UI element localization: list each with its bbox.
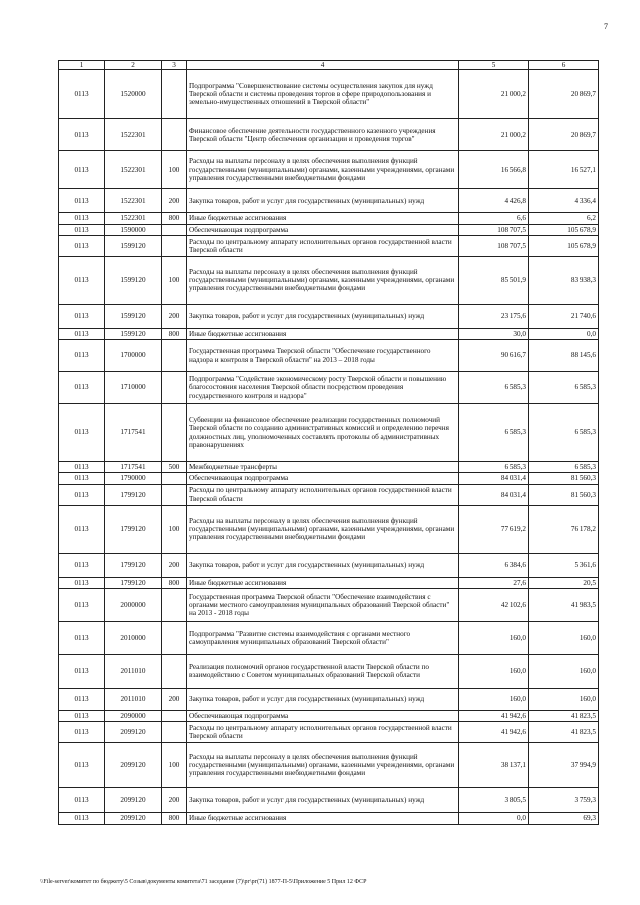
amount-planned-cell: 160,0 bbox=[459, 654, 529, 688]
table-row bbox=[59, 473, 599, 484]
expense-type-cell bbox=[162, 722, 187, 743]
function-code-cell: 0113 bbox=[59, 710, 105, 721]
table-row bbox=[59, 710, 599, 721]
expense-type-cell: 100 bbox=[162, 743, 187, 788]
expense-type-cell bbox=[162, 235, 187, 256]
table-row bbox=[59, 577, 599, 588]
item-name-cell: Расходы на выплаты персоналу в целях обеспечения выполнения функций государственными (муниципальными) органами, казенными учреждениями, органами управления государственными внебюджетными фондами bbox=[187, 256, 459, 304]
target-article-cell: 1522301 bbox=[105, 213, 162, 224]
budget-table bbox=[58, 60, 599, 825]
function-code-cell: 0113 bbox=[59, 505, 105, 553]
table-row bbox=[59, 813, 599, 824]
function-code-cell: 0113 bbox=[59, 813, 105, 824]
table-row bbox=[59, 484, 599, 505]
header-cell: 2 bbox=[105, 61, 162, 70]
expense-type-cell: 800 bbox=[162, 328, 187, 339]
amount-actual-cell: 41 983,5 bbox=[529, 588, 599, 621]
function-code-cell: 0113 bbox=[59, 256, 105, 304]
expense-type-cell bbox=[162, 473, 187, 484]
table-row bbox=[59, 654, 599, 688]
amount-planned-cell: 3 805,5 bbox=[459, 788, 529, 813]
amount-actual-cell: 81 560,3 bbox=[529, 484, 599, 505]
table-row bbox=[59, 304, 599, 328]
expense-type-cell bbox=[162, 404, 187, 462]
header-cell: 4 bbox=[187, 61, 459, 70]
function-code-cell: 0113 bbox=[59, 462, 105, 473]
target-article-cell: 1522301 bbox=[105, 189, 162, 213]
target-article-cell: 1522301 bbox=[105, 119, 162, 151]
item-name-cell: Обеспечивающая подпрограмма bbox=[187, 710, 459, 721]
table-row bbox=[59, 328, 599, 339]
amount-actual-cell: 160,0 bbox=[529, 688, 599, 710]
expense-type-cell bbox=[162, 621, 187, 654]
target-article-cell: 1710000 bbox=[105, 372, 162, 404]
amount-planned-cell: 21 000,2 bbox=[459, 119, 529, 151]
amount-planned-cell: 23 175,6 bbox=[459, 304, 529, 328]
function-code-cell: 0113 bbox=[59, 621, 105, 654]
function-code-cell: 0113 bbox=[59, 151, 105, 189]
target-article-cell: 2099120 bbox=[105, 722, 162, 743]
item-name-cell: Подпрограмма "Содействие экономическому росту Тверской области и повышению благосостояния населения Тверской области посредством проведения государственного контроля и надзора" bbox=[187, 372, 459, 404]
item-name-cell: Государственная программа Тверской области "Обеспечение государственного надзора и контроля в Тверской области" на 2013 – 2018 годы bbox=[187, 340, 459, 372]
expense-type-cell bbox=[162, 484, 187, 505]
expense-type-cell bbox=[162, 588, 187, 621]
table-row bbox=[59, 256, 599, 304]
amount-planned-cell: 6,6 bbox=[459, 213, 529, 224]
amount-actual-cell: 6,2 bbox=[529, 213, 599, 224]
function-code-cell: 0113 bbox=[59, 588, 105, 621]
amount-planned-cell: 42 102,6 bbox=[459, 588, 529, 621]
item-name-cell: Расходы по центральному аппарату исполнительных органов государственной власти Тверской области bbox=[187, 722, 459, 743]
item-name-cell: Государственная программа Тверской области "Обеспечение взаимодействия с органами местного самоуправления муниципальных образований Тверской области" на 2013 - 2018 годы bbox=[187, 588, 459, 621]
target-article-cell: 1799120 bbox=[105, 553, 162, 577]
target-article-cell: 2099120 bbox=[105, 813, 162, 824]
amount-planned-cell: 108 707,5 bbox=[459, 235, 529, 256]
target-article-cell: 2010000 bbox=[105, 621, 162, 654]
target-article-cell: 2000000 bbox=[105, 588, 162, 621]
function-code-cell: 0113 bbox=[59, 743, 105, 788]
expense-type-cell bbox=[162, 654, 187, 688]
amount-planned-cell: 38 137,1 bbox=[459, 743, 529, 788]
table-header-row bbox=[59, 61, 599, 70]
amount-actual-cell: 83 938,3 bbox=[529, 256, 599, 304]
table-row bbox=[59, 372, 599, 404]
amount-actual-cell: 76 178,2 bbox=[529, 505, 599, 553]
expense-type-cell: 100 bbox=[162, 256, 187, 304]
expense-type-cell: 200 bbox=[162, 553, 187, 577]
amount-actual-cell: 4 336,4 bbox=[529, 189, 599, 213]
amount-planned-cell: 6 585,3 bbox=[459, 372, 529, 404]
amount-actual-cell: 21 740,6 bbox=[529, 304, 599, 328]
amount-planned-cell: 41 942,6 bbox=[459, 710, 529, 721]
amount-actual-cell: 20 869,7 bbox=[529, 119, 599, 151]
header-cell: 3 bbox=[162, 61, 187, 70]
item-name-cell: Расходы по центральному аппарату исполнительных органов государственной власти Тверской области bbox=[187, 484, 459, 505]
item-name-cell: Иные бюджетные ассигнования bbox=[187, 328, 459, 339]
item-name-cell: Обеспечивающая подпрограмма bbox=[187, 473, 459, 484]
table-row bbox=[59, 588, 599, 621]
item-name-cell: Закупка товаров, работ и услуг для государственных (муниципальных) нужд bbox=[187, 788, 459, 813]
function-code-cell: 0113 bbox=[59, 404, 105, 462]
amount-planned-cell: 16 566,8 bbox=[459, 151, 529, 189]
item-name-cell: Закупка товаров, работ и услуг для государственных (муниципальных) нужд bbox=[187, 553, 459, 577]
table-body bbox=[59, 61, 599, 825]
target-article-cell: 1717541 bbox=[105, 404, 162, 462]
amount-actual-cell: 41 823,5 bbox=[529, 710, 599, 721]
item-name-cell: Подпрограмма "Развитие системы взаимодействия с органами местного самоуправления муниципальных образований Тверской области" bbox=[187, 621, 459, 654]
target-article-cell: 1522301 bbox=[105, 151, 162, 189]
target-article-cell: 1599120 bbox=[105, 328, 162, 339]
target-article-cell: 1799120 bbox=[105, 577, 162, 588]
header-cell: 1 bbox=[59, 61, 105, 70]
item-name-cell: Субвенции на финансовое обеспечение реализации государственных полномочий Тверской области по созданию административных комиссий и определению перечня должностных лиц, уполномоченных составлять протоколы об административных правонарушениях bbox=[187, 404, 459, 462]
target-article-cell: 1599120 bbox=[105, 256, 162, 304]
function-code-cell: 0113 bbox=[59, 654, 105, 688]
table-row bbox=[59, 722, 599, 743]
table-row bbox=[59, 688, 599, 710]
amount-actual-cell: 20 869,7 bbox=[529, 70, 599, 119]
amount-actual-cell: 6 585,3 bbox=[529, 462, 599, 473]
amount-actual-cell: 16 527,1 bbox=[529, 151, 599, 189]
target-article-cell: 1599120 bbox=[105, 304, 162, 328]
item-name-cell: Расходы на выплаты персоналу в целях обеспечения выполнения функций государственными (муниципальными) органами, казенными учреждениями, органами управления государственными внебюджетными фондами bbox=[187, 505, 459, 553]
item-name-cell: Расходы по центральному аппарату исполнительных органов государственной власти Тверской области bbox=[187, 235, 459, 256]
table-row bbox=[59, 340, 599, 372]
target-article-cell: 2011010 bbox=[105, 688, 162, 710]
expense-type-cell bbox=[162, 710, 187, 721]
item-name-cell: Расходы на выплаты персоналу в целях обеспечения выполнения функций государственными (муниципальными) органами, казенными учреждениями, органами управления государственными внебюджетными фондами bbox=[187, 743, 459, 788]
amount-actual-cell: 160,0 bbox=[529, 654, 599, 688]
target-article-cell: 2011010 bbox=[105, 654, 162, 688]
header-cell: 5 bbox=[459, 61, 529, 70]
expense-type-cell: 200 bbox=[162, 688, 187, 710]
amount-planned-cell: 4 426,8 bbox=[459, 189, 529, 213]
amount-actual-cell: 81 560,3 bbox=[529, 473, 599, 484]
amount-planned-cell: 27,6 bbox=[459, 577, 529, 588]
amount-actual-cell: 160,0 bbox=[529, 621, 599, 654]
table-row bbox=[59, 224, 599, 235]
amount-actual-cell: 69,3 bbox=[529, 813, 599, 824]
amount-actual-cell: 105 678,9 bbox=[529, 224, 599, 235]
expense-type-cell: 200 bbox=[162, 189, 187, 213]
item-name-cell: Обеспечивающая подпрограмма bbox=[187, 224, 459, 235]
amount-planned-cell: 0,0 bbox=[459, 813, 529, 824]
target-article-cell: 1790000 bbox=[105, 473, 162, 484]
item-name-cell: Реализация полномочий органов государственной власти Тверской области по взаимодействию с Советом муниципальных образований Тверской области bbox=[187, 654, 459, 688]
expense-type-cell: 200 bbox=[162, 304, 187, 328]
function-code-cell: 0113 bbox=[59, 213, 105, 224]
amount-planned-cell: 77 619,2 bbox=[459, 505, 529, 553]
amount-planned-cell: 21 000,2 bbox=[459, 70, 529, 119]
function-code-cell: 0113 bbox=[59, 328, 105, 339]
amount-planned-cell: 6 585,3 bbox=[459, 404, 529, 462]
table-row bbox=[59, 621, 599, 654]
expense-type-cell: 100 bbox=[162, 151, 187, 189]
amount-actual-cell: 5 361,6 bbox=[529, 553, 599, 577]
function-code-cell: 0113 bbox=[59, 688, 105, 710]
table-row bbox=[59, 213, 599, 224]
expense-type-cell bbox=[162, 372, 187, 404]
amount-planned-cell: 6 585,3 bbox=[459, 462, 529, 473]
item-name-cell: Иные бюджетные ассигнования bbox=[187, 213, 459, 224]
function-code-cell: 0113 bbox=[59, 372, 105, 404]
target-article-cell: 2090000 bbox=[105, 710, 162, 721]
table-row bbox=[59, 404, 599, 462]
table-row bbox=[59, 505, 599, 553]
expense-type-cell: 100 bbox=[162, 505, 187, 553]
table-row bbox=[59, 151, 599, 189]
amount-planned-cell: 90 616,7 bbox=[459, 340, 529, 372]
target-article-cell: 1700000 bbox=[105, 340, 162, 372]
function-code-cell: 0113 bbox=[59, 235, 105, 256]
function-code-cell: 0113 bbox=[59, 189, 105, 213]
amount-planned-cell: 84 031,4 bbox=[459, 484, 529, 505]
item-name-cell: Закупка товаров, работ и услуг для государственных (муниципальных) нужд bbox=[187, 688, 459, 710]
target-article-cell: 1590000 bbox=[105, 224, 162, 235]
function-code-cell: 0113 bbox=[59, 224, 105, 235]
target-article-cell: 2099120 bbox=[105, 788, 162, 813]
expense-type-cell bbox=[162, 224, 187, 235]
function-code-cell: 0113 bbox=[59, 473, 105, 484]
function-code-cell: 0113 bbox=[59, 70, 105, 119]
item-name-cell: Подпрограмма "Совершенствование системы осуществления закупок для нужд Тверской области и системы проведения торгов в сфере природопользования и земельно-имущественных отношений в Тверской области" bbox=[187, 70, 459, 119]
amount-planned-cell: 30,0 bbox=[459, 328, 529, 339]
table-row bbox=[59, 235, 599, 256]
expense-type-cell: 800 bbox=[162, 577, 187, 588]
expense-type-cell: 500 bbox=[162, 462, 187, 473]
target-article-cell: 1799120 bbox=[105, 484, 162, 505]
function-code-cell: 0113 bbox=[59, 340, 105, 372]
target-article-cell: 1717541 bbox=[105, 462, 162, 473]
function-code-cell: 0113 bbox=[59, 304, 105, 328]
item-name-cell: Межбюджетные трансферты bbox=[187, 462, 459, 473]
amount-planned-cell: 160,0 bbox=[459, 688, 529, 710]
item-name-cell: Иные бюджетные ассигнования bbox=[187, 813, 459, 824]
amount-planned-cell: 160,0 bbox=[459, 621, 529, 654]
amount-actual-cell: 88 145,6 bbox=[529, 340, 599, 372]
expense-type-cell: 200 bbox=[162, 788, 187, 813]
expense-type-cell bbox=[162, 119, 187, 151]
item-name-cell: Закупка товаров, работ и услуг для государственных (муниципальных) нужд bbox=[187, 304, 459, 328]
expense-type-cell: 800 bbox=[162, 213, 187, 224]
target-article-cell: 2099120 bbox=[105, 743, 162, 788]
table-row bbox=[59, 553, 599, 577]
amount-actual-cell: 37 994,9 bbox=[529, 743, 599, 788]
amount-actual-cell: 6 585,3 bbox=[529, 404, 599, 462]
target-article-cell: 1599120 bbox=[105, 235, 162, 256]
target-article-cell: 1520000 bbox=[105, 70, 162, 119]
amount-planned-cell: 85 501,9 bbox=[459, 256, 529, 304]
item-name-cell: Закупка товаров, работ и услуг для государственных (муниципальных) нужд bbox=[187, 189, 459, 213]
table-row bbox=[59, 462, 599, 473]
amount-planned-cell: 6 384,6 bbox=[459, 553, 529, 577]
file-path-footer: \\File-server\комитет по бюджету\5 Созыв\документы комитета\71 заседание (7)\рг\рг(71) 1877-П-5\Приложение 5 Прил 12 ФСР bbox=[40, 879, 367, 885]
amount-actual-cell: 0,0 bbox=[529, 328, 599, 339]
function-code-cell: 0113 bbox=[59, 722, 105, 743]
expense-type-cell: 800 bbox=[162, 813, 187, 824]
table-row bbox=[59, 743, 599, 788]
function-code-cell: 0113 bbox=[59, 577, 105, 588]
item-name-cell: Расходы на выплаты персоналу в целях обеспечения выполнения функций государственными (муниципальными) органами, казенными учреждениями, органами управления государственными внебюджетными фондами bbox=[187, 151, 459, 189]
table-row bbox=[59, 70, 599, 119]
amount-actual-cell: 105 678,9 bbox=[529, 235, 599, 256]
item-name-cell: Иные бюджетные ассигнования bbox=[187, 577, 459, 588]
expense-type-cell bbox=[162, 340, 187, 372]
amount-actual-cell: 20,5 bbox=[529, 577, 599, 588]
header-cell: 6 bbox=[529, 61, 599, 70]
table-row bbox=[59, 189, 599, 213]
amount-actual-cell: 3 759,3 bbox=[529, 788, 599, 813]
amount-planned-cell: 84 031,4 bbox=[459, 473, 529, 484]
page-number: 7 bbox=[604, 22, 608, 31]
function-code-cell: 0113 bbox=[59, 788, 105, 813]
table-row bbox=[59, 788, 599, 813]
amount-actual-cell: 6 585,3 bbox=[529, 372, 599, 404]
expense-type-cell bbox=[162, 70, 187, 119]
amount-actual-cell: 41 823,5 bbox=[529, 722, 599, 743]
item-name-cell: Финансовое обеспечение деятельности государственного казенного учреждения Тверской области "Центр обеспечения организации и проведения торгов" bbox=[187, 119, 459, 151]
amount-planned-cell: 108 707,5 bbox=[459, 224, 529, 235]
function-code-cell: 0113 bbox=[59, 553, 105, 577]
target-article-cell: 1799120 bbox=[105, 505, 162, 553]
table-row bbox=[59, 119, 599, 151]
amount-planned-cell: 41 942,6 bbox=[459, 722, 529, 743]
function-code-cell: 0113 bbox=[59, 119, 105, 151]
function-code-cell: 0113 bbox=[59, 484, 105, 505]
